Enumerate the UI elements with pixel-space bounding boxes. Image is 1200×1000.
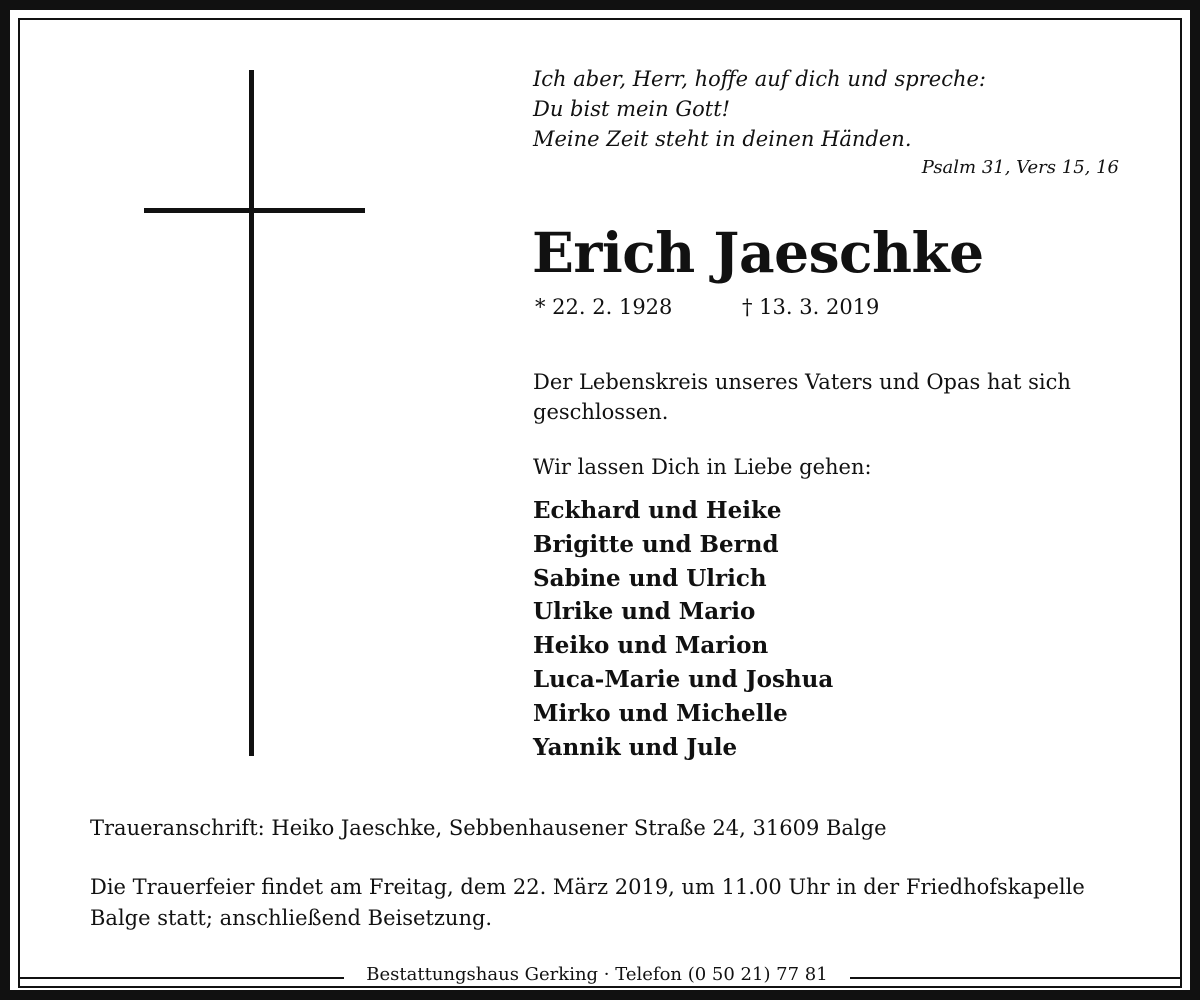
mourner-name: Brigitte und Bernd <box>533 530 779 558</box>
funeral-service-info: Die Trauerfeier findet am Freitag, dem 22. März 2019, um 11.00 Uhr in der Friedhofskapelle Balge statt; anschließend Beisetzung. <box>90 875 1085 930</box>
mourner-name: Ulrike und Mario <box>533 598 756 626</box>
verse-reference: Psalm 31, Vers 15, 16 <box>921 157 1119 178</box>
mourners-list <box>533 494 833 764</box>
mourning-address: Traueranschrift: Heiko Jaeschke, Sebbenhausener Straße 24, 31609 Balge <box>90 816 887 840</box>
birth-date: * 22. 2. 1928 <box>535 295 673 319</box>
farewell-line: Wir lassen Dich in Liebe gehen: <box>533 455 872 479</box>
cross-vertical-bar <box>249 70 254 756</box>
psalm-verse <box>533 64 1133 154</box>
mourner-name: Yannik und Jule <box>533 733 738 761</box>
mourner-name: Mirko und Michelle <box>533 699 788 727</box>
footer-rule-right <box>850 977 1182 979</box>
footer-rule-left <box>18 977 344 979</box>
mourner-name: Luca-Marie und Joshua <box>533 665 834 693</box>
death-date: † 13. 3. 2019 <box>742 295 880 319</box>
verse-line: Ich aber, Herr, hoffe auf dich und spreche: <box>533 67 986 91</box>
funeral-home-footer: Bestattungshaus Gerking · Telefon (0 50 21) 77 81 <box>344 964 850 985</box>
mourner-name: Heiko und Marion <box>533 632 769 660</box>
cross-horizontal-bar <box>144 208 365 213</box>
verse-line: Du bist mein Gott! <box>533 97 731 121</box>
closing-statement: Der Lebenskreis unseres Vaters und Opas hat sich geschlossen. <box>533 370 1071 424</box>
mourner-name: Eckhard und Heike <box>533 497 782 524</box>
verse-line: Meine Zeit steht in deinen Händen. <box>533 127 912 151</box>
mourner-name: Sabine und Ulrich <box>533 564 767 592</box>
deceased-name: Erich Jaeschke <box>532 220 984 285</box>
